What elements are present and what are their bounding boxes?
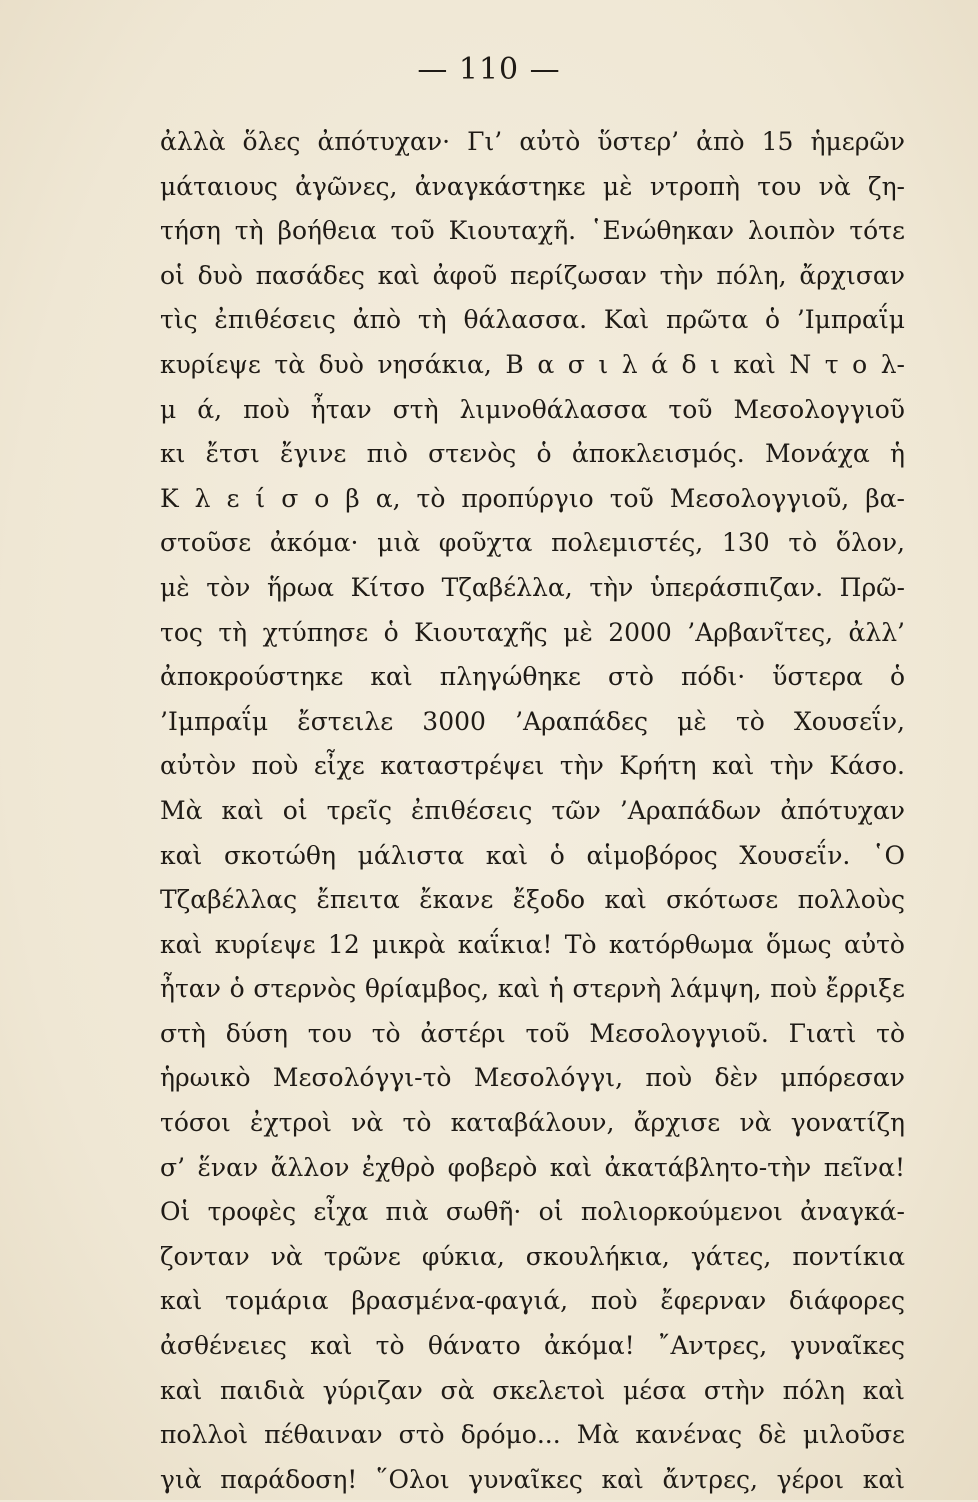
text-line: καὶ κυρίεψε 12 μικρὰ καΐκια! Τὸ κατόρθωμα ὅμως αὐτὸ — [160, 929, 905, 959]
text-line: ἀποκρούστηκε καὶ πληγώθηκε στὸ πόδι· ὕστερα ὁ — [160, 662, 905, 692]
page-number: — 110 — — [417, 52, 561, 87]
body-text — [160, 120, 905, 1502]
text-line: κυρίεψε τὰ δυὸ νησάκια, Β α σ ι λ ά δ ι καὶ Ν τ ο λ- — [160, 349, 905, 379]
text-line: ζονταν νὰ τρῶνε φύκια, σκουλήκια, γάτες, ποντίκια — [160, 1241, 905, 1271]
text-line: οἱ δυὸ πασάδες καὶ ἀφοῦ περίζωσαν τὴν πόλη, ἄρχισαν — [160, 260, 905, 290]
text-line: καὶ παιδιὰ γύριζαν σὰ σκελετοὶ μέσα στὴν πόλη καὶ — [160, 1375, 905, 1405]
text-line: καὶ τομάρια βρασμένα-φαγιά, ποὺ ἔφερναν διάφορες — [160, 1286, 905, 1316]
text-line: ἀλλὰ ὅλες ἀπότυχαν· Γι’ αὐτὸ ὕστερ’ ἀπὸ 15 ἡμερῶν — [160, 127, 905, 156]
text-line: Κ λ ε ί σ ο β α, τὸ προπύργιο τοῦ Μεσολογγιοῦ, βα- — [160, 483, 905, 513]
text-line: τόσοι ἐχτροὶ νὰ τὸ καταβάλουν, ἄρχισε νὰ γονατίζη — [160, 1108, 905, 1138]
text-line: στὴ δύση του τὸ ἀστέρι τοῦ Μεσολογγιοῦ. Γιατὶ τὸ — [160, 1018, 905, 1048]
text-line: ἡρωικὸ Μεσολόγγι-τὸ Μεσολόγγι, ποὺ δὲν μπόρεσαν — [160, 1063, 905, 1093]
text-line: ἀσθένειες καὶ τὸ θάνατο ἀκόμα! ῎Αντρες, γυναῖκες — [160, 1331, 905, 1361]
text-line: Μὰ καὶ οἱ τρεῖς ἐπιθέσεις τῶν ’Αραπάδων ἀπότυχαν — [160, 795, 905, 825]
text-line: στοῦσε ἀκόμα· μιὰ φοῦχτα πολεμιστές, 130 τὸ ὅλον, — [160, 528, 905, 558]
text-line: κι ἔτσι ἔγινε πιὸ στενὸς ὁ ἀποκλεισμός. Μονάχα ἡ — [160, 439, 905, 469]
text-line: ἦταν ὁ στερνὸς θρίαμβος, καὶ ἡ στερνὴ λάμψη, ποὺ ἔρριξε — [160, 974, 905, 1004]
text-line: σ’ ἕναν ἄλλον ἐχθρὸ φοβερὸ καὶ ἀκατάβλητο-τὴν πεῖνα! — [160, 1152, 905, 1182]
text-line: τὶς ἐπιθέσεις ἀπὸ τὴ θάλασσα. Καὶ πρῶτα ὁ ’Ιμπραΐμ — [160, 305, 905, 335]
text-line: γιὰ παράδοση! ῞Ολοι γυναῖκες καὶ ἄντρες, γέροι καὶ — [160, 1464, 905, 1494]
text-line: πολλοὶ πέθαιναν στὸ δρόμο... Μὰ κανένας δὲ μιλοῦσε — [160, 1420, 905, 1450]
text-line: μάταιους ἀγῶνες, ἀναγκάστηκε μὲ ντροπὴ του νὰ ζη- — [160, 171, 905, 201]
text-line: Τζαβέλλας ἔπειτα ἔκανε ἔξοδο καὶ σκότωσε πολλοὺς — [160, 885, 905, 915]
text-line: μὲ τὸν ἥρωα Κίτσο Τζαβέλλα, τὴν ὑπεράσπιζαν. Πρῶ- — [160, 572, 905, 602]
text-line: τήση τὴ βοήθεια τοῦ Κιουταχῆ. ῾Ενώθηκαν λοιπὸν τότε — [160, 216, 905, 246]
text-line: αὐτὸν ποὺ εἶχε καταστρέψει τὴν Κρήτη καὶ τὴν Κάσο. — [160, 751, 905, 781]
text-line: τος τὴ χτύπησε ὁ Κιουταχῆς μὲ 2000 ’Αρβανῖτες, ἀλλ’ — [160, 617, 905, 647]
text-line: Οἱ τροφὲς εἶχα πιὰ σωθῆ· οἱ πολιορκούμενοι ἀναγκά- — [160, 1197, 905, 1227]
text-line: μ ά, ποὺ ἦταν στὴ λιμνοθάλασσα τοῦ Μεσολογγιοῦ — [160, 394, 905, 424]
text-line: καὶ σκοτώθη μάλιστα καὶ ὁ αἱμοβόρος Χουσεΐν. ῾Ο — [160, 840, 905, 870]
text-line: ’Ιμπραΐμ ἔστειλε 3000 ’Αραπάδες μὲ τὸ Χουσεΐν, — [160, 706, 905, 736]
